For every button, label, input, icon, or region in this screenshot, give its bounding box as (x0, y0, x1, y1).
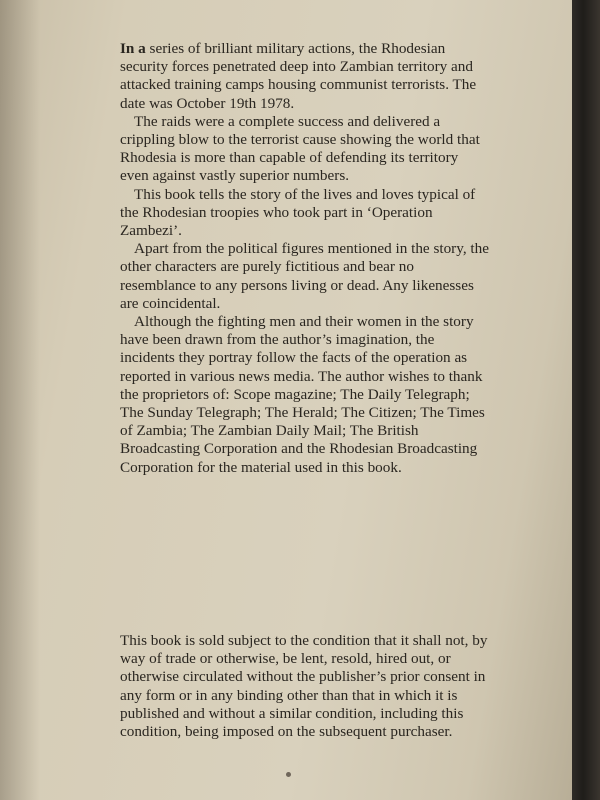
copyright-notice-block (120, 632, 490, 741)
intro-paragraph-4: Apart from the political figures mentioned in the story, the other characters are purely fictitious and bear no resemblance to any persons living or dead. Any likenesses are coincidental. (120, 240, 489, 312)
intro-paragraph-3: This book tells the story of the lives and loves typical of the Rhodesian troopies who took part in ‘Operation Zambezi’. (120, 185, 476, 240)
intro-paragraph-5: Although the fighting men and their women in the story have been drawn from the author’s imagination, the incidents they portray follow the facts of the operation as reported in various news media. The author wishes to thank the proprietors of: Scope magazine; The Daily Telegraph; The Sunday Telegraph; The Herald; The Citizen; The Times of Zambia; The Zambian Daily Mail; The British Broadcasting Corporation and the Rhodesian Broadcasting Corporation for the material used in this book. (120, 313, 485, 476)
intro-paragraph-1-text: series of brilliant military actions, the Rhodesian security forces penetrated deep into Zambian territory and attacked training camps housing communist terrorists. The date was October 19th 1978. (120, 40, 477, 112)
copyright-notice: This book is sold subject to the condition that it shall not, by way of trade or otherwise, be lent, resold, hired out, or otherwise circulated without the publisher’s prior consent in any form or in any binding other than that in which it is published and without a similar condition, including this condition, being imposed on the subsequent purchaser. (120, 632, 488, 741)
book-cover-edge (572, 0, 600, 800)
intro-paragraph-1 (120, 40, 490, 113)
page-mark (286, 772, 291, 777)
intro-text-block (120, 40, 490, 477)
intro-paragraph-2: The raids were a complete success and delivered a crippling blow to the terrorist cause showing the world that Rhodesia is more than capable of defending its territory even against vastly superior numbers. (120, 112, 480, 185)
intro-lead-words: In a (120, 40, 146, 57)
page-fold-shadow (0, 0, 40, 800)
